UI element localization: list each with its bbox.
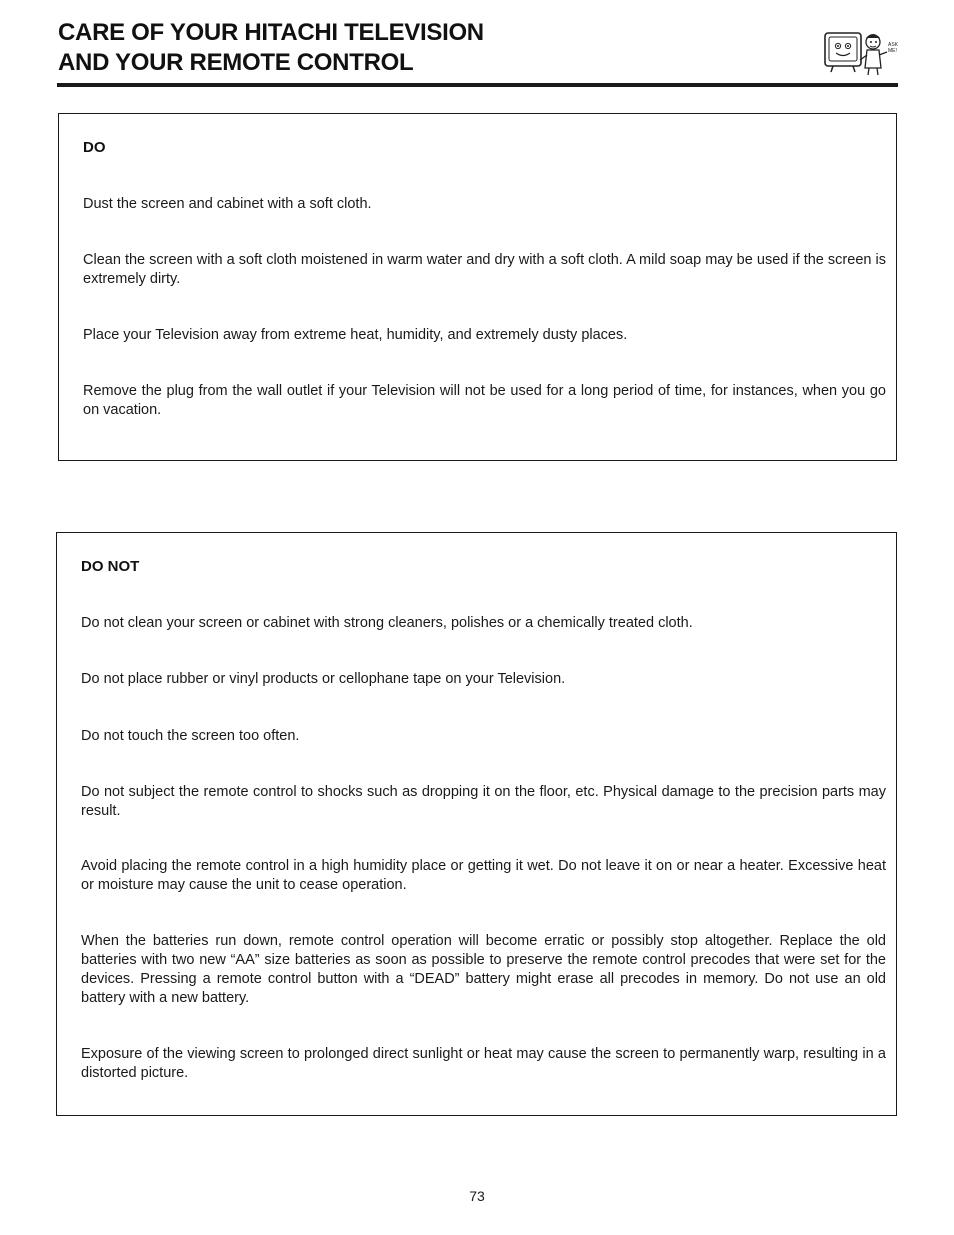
- do-not-item: Do not clean your screen or cabinet with strong cleaners, polishes or a chemically treated cloth.: [81, 615, 693, 631]
- do-item: Remove the plug from the wall outlet if your Television will not be used for a long period of time, for instances, when you go on vacation.: [83, 383, 886, 418]
- page-title-line-1: CARE OF YOUR HITACHI TELEVISION: [58, 19, 484, 46]
- svg-text:ASK: ASK: [888, 42, 899, 48]
- do-item: Dust the screen and cabinet with a soft cloth.: [83, 196, 372, 212]
- do-item: Place your Television away from extreme heat, humidity, and extremely dusty places.: [83, 327, 628, 343]
- do-not-heading: DO NOT: [81, 558, 140, 575]
- do-not-item: Do not place rubber or vinyl products or cellophane tape on your Television.: [81, 671, 566, 687]
- do-item: Clean the screen with a soft cloth moistened in warm water and dry with a soft cloth. A mild soap may be used if the screen is extremely dirty.: [83, 252, 886, 287]
- do-not-item: Exposure of the viewing screen to prolonged direct sunlight or heat may cause the screen to permanently warp, resulting in a distorted picture.: [81, 1046, 886, 1081]
- do-not-item: Do not touch the screen too often.: [81, 728, 300, 744]
- tv-mascot-ask-me-icon: [822, 28, 902, 80]
- page-title-line-2: AND YOUR REMOTE CONTROL: [58, 49, 414, 76]
- page-title: [58, 18, 484, 78]
- page-number: 73: [469, 1188, 485, 1204]
- title-rule: [57, 83, 898, 87]
- do-not-item: When the batteries run down, remote control operation will become erratic or possibly stop altogether. Replace the old batteries with two new “AA” size batteries as soon as possible to preserve the remote control precodes that were set for the devices. Pressing a remote control button with a “DEAD” battery might erase all precodes in memory. Do not use an old battery with a new battery.: [81, 933, 886, 1006]
- do-not-item: Avoid placing the remote control in a high humidity place or getting it wet. Do not leave it on or near a heater. Excessive heat or moisture may cause the unit to cease operation.: [81, 858, 886, 893]
- do-not-item: Do not subject the remote control to shocks such as dropping it on the floor, etc. Physical damage to the precision parts may result.: [81, 784, 886, 819]
- svg-text:ME!: ME!: [888, 48, 897, 54]
- do-heading: DO: [83, 139, 106, 156]
